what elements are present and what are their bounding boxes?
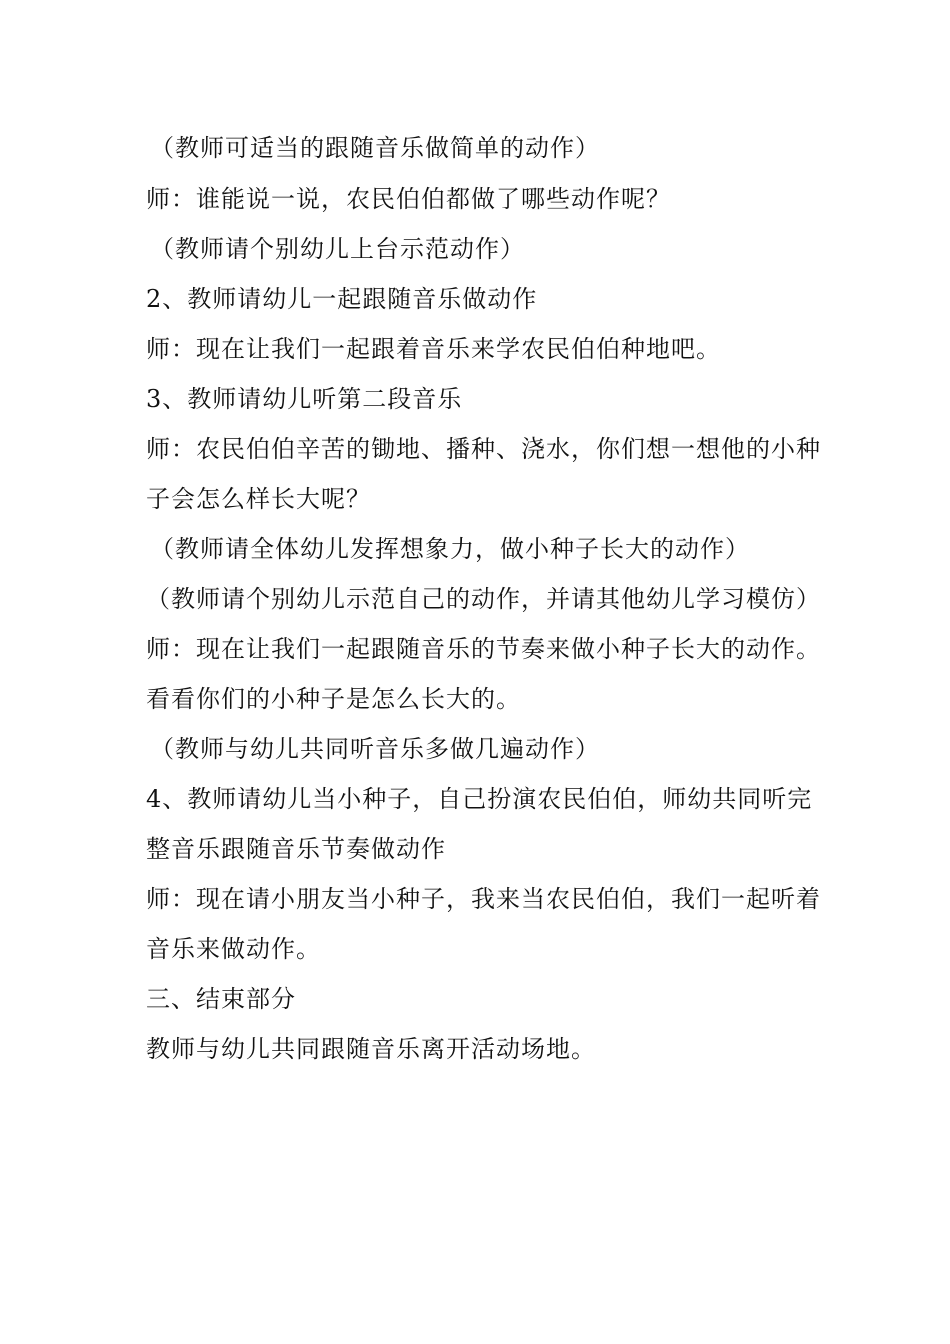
text-line: 音乐来做动作。 xyxy=(146,935,321,963)
text-line: （教师与幼儿共同听音乐多做几遍动作） xyxy=(150,735,600,763)
text-line: 师：现在让我们一起跟着音乐来学农民伯伯种地吧。 xyxy=(146,335,721,363)
text-line: 子会怎么样长大呢？ xyxy=(146,485,371,513)
text-line: 师：现在请小朋友当小种子，我来当农民伯伯，我们一起听着 xyxy=(146,885,821,913)
text-line: 师：谁能说一说，农民伯伯都做了哪些动作呢？ xyxy=(146,185,671,213)
text-line: （教师请个别幼儿上台示范动作） xyxy=(150,235,525,263)
text-line: 3、教师请幼儿听第二段音乐 xyxy=(146,385,463,413)
text-line: （教师请个别幼儿示范自己的动作，并请其他幼儿学习模仿） xyxy=(146,585,821,613)
text-line: 看看你们的小种子是怎么长大的。 xyxy=(146,685,521,713)
section-heading: 三、结束部分 xyxy=(146,985,296,1013)
text-line: 2、教师请幼儿一起跟随音乐做动作 xyxy=(146,285,538,313)
text-line: （教师请全体幼儿发挥想象力，做小种子长大的动作） xyxy=(150,535,750,563)
text-line: 师：农民伯伯辛苦的锄地、播种、浇水，你们想一想他的小种 xyxy=(146,435,821,463)
text-line: （教师可适当的跟随音乐做简单的动作） xyxy=(150,134,600,162)
text-line: 整音乐跟随音乐节奏做动作 xyxy=(146,835,446,863)
text-line: 教师与幼儿共同跟随音乐离开活动场地。 xyxy=(146,1035,596,1063)
text-line: 4、教师请幼儿当小种子，自己扮演农民伯伯，师幼共同听完 xyxy=(146,785,813,813)
text-line: 师：现在让我们一起跟随音乐的节奏来做小种子长大的动作。 xyxy=(146,635,821,663)
